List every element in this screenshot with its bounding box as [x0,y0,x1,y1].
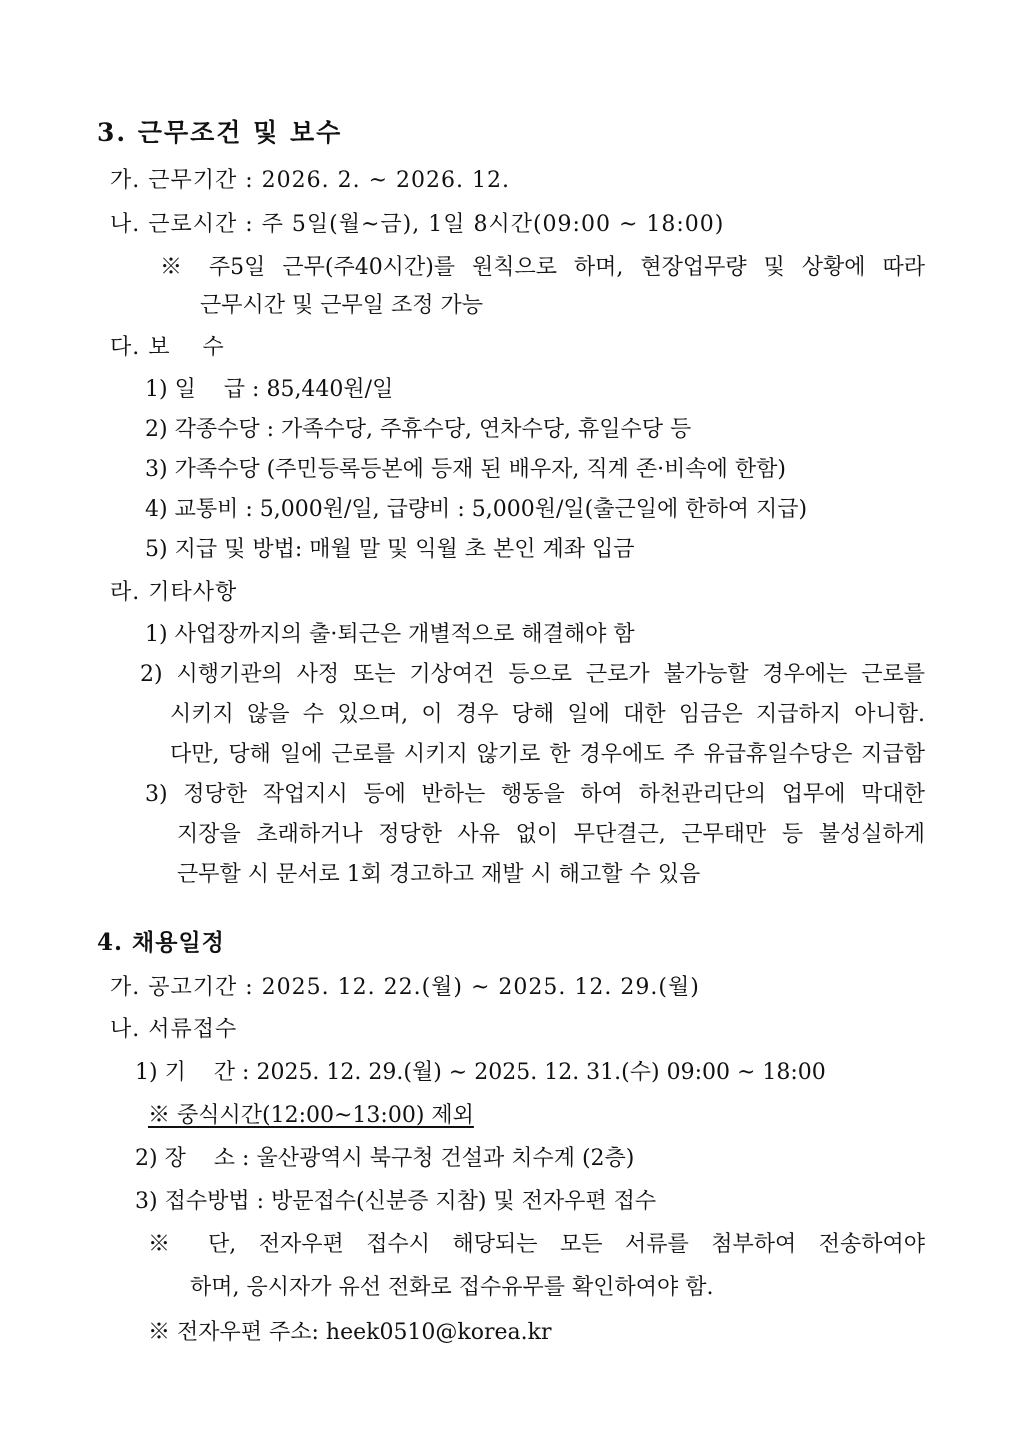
work-hours-note-line-1: ※ 주5일 근무(주40시간)를 원칙으로 하며, 현장업무량 및 상황에 따라 [160,255,925,280]
email-note-line-1: ※ 단, 전자우편 접수시 해당되는 모든 서류를 첨부하여 전송하여야 [148,1232,925,1257]
pay-item-payment-method: 5) 지급 및 방법: 매월 말 및 익월 초 본인 계좌 입금 [145,537,635,562]
pay-item-allowances: 2) 각종수당 : 가족수당, 주휴수당, 연차수당, 휴일수당 등 [145,417,692,442]
email-note-line-2: 하며, 응시자가 유선 전화로 접수유무를 확인하여야 함. [190,1275,714,1300]
submission-method: 3) 접수방법 : 방문접수(신분증 지참) 및 전자우편 접수 [135,1189,657,1214]
work-hours: 나. 근로시간 : 주 5일(월~금), 1일 8시간(09:00 ~ 18:00) [110,212,725,237]
lunch-break-note: ※ 중식시간(12:00~13:00) 제외 [148,1103,474,1128]
pay-heading: 다. 보 수 [110,335,225,360]
pay-item-family-allowance: 3) 가족수당 (주민등록등본에 등재 된 배우자, 직계 존·비속에 한함) [145,457,786,482]
pay-item-daily-wage: 1) 일 급 : 85,440원/일 [145,377,394,402]
misc-heading: 라. 기타사항 [110,580,238,605]
misc-item-2-line-1: 2) 시행기관의 사정 또는 기상여건 등으로 근로가 불가능할 경우에는 근로를 [140,662,925,687]
misc-item-1: 1) 사업장까지의 출·퇴근은 개별적으로 해결해야 함 [145,622,635,647]
misc-item-3-line-2: 지장을 초래하거나 정당한 사유 없이 무단결근, 근무태만 등 불성실하게 [177,822,925,847]
submission-period: 1) 기 간 : 2025. 12. 29.(월) ∼ 2025. 12. 31.(수) 09:00 ~ 18:00 [135,1060,826,1085]
pay-item-transport-meal: 4) 교통비 : 5,000원/일, 급량비 : 5,000원/일(출근일에 한하여 지급) [145,497,808,522]
misc-item-3-line-3: 근무할 시 문서로 1회 경고하고 재발 시 해고할 수 있음 [177,862,701,887]
misc-item-2-line-3: 다만, 당해 일에 근로를 시키지 않기로 한 경우에도 주 유급휴일수당은 지급함 [170,742,925,767]
email-address: ※ 전자우편 주소: heek0510@korea.kr [148,1320,552,1345]
section-3-title: 3. 근무조건 및 보수 [97,118,343,147]
document-submission-heading: 나. 서류접수 [110,1017,238,1042]
misc-item-3-line-1: 3) 정당한 작업지시 등에 반하는 행동을 하여 하천관리단의 업무에 막대한 [145,782,925,807]
notice-period: 가. 공고기간 : 2025. 12. 22.(월) ~ 2025. 12. 29.(월) [110,975,700,1000]
section-4-title: 4. 채용일정 [97,929,225,956]
misc-item-2-line-2: 시키지 않을 수 있으며, 이 경우 당해 일에 대한 임금은 지급하지 아니함. [170,702,925,727]
work-period: 가. 근무기간 : 2026. 2. ~ 2026. 12. [110,168,510,193]
submission-place: 2) 장 소 : 울산광역시 북구청 건설과 치수계 (2층) [135,1146,635,1171]
work-hours-note-line-2: 근무시간 및 근무일 조정 가능 [200,293,483,318]
